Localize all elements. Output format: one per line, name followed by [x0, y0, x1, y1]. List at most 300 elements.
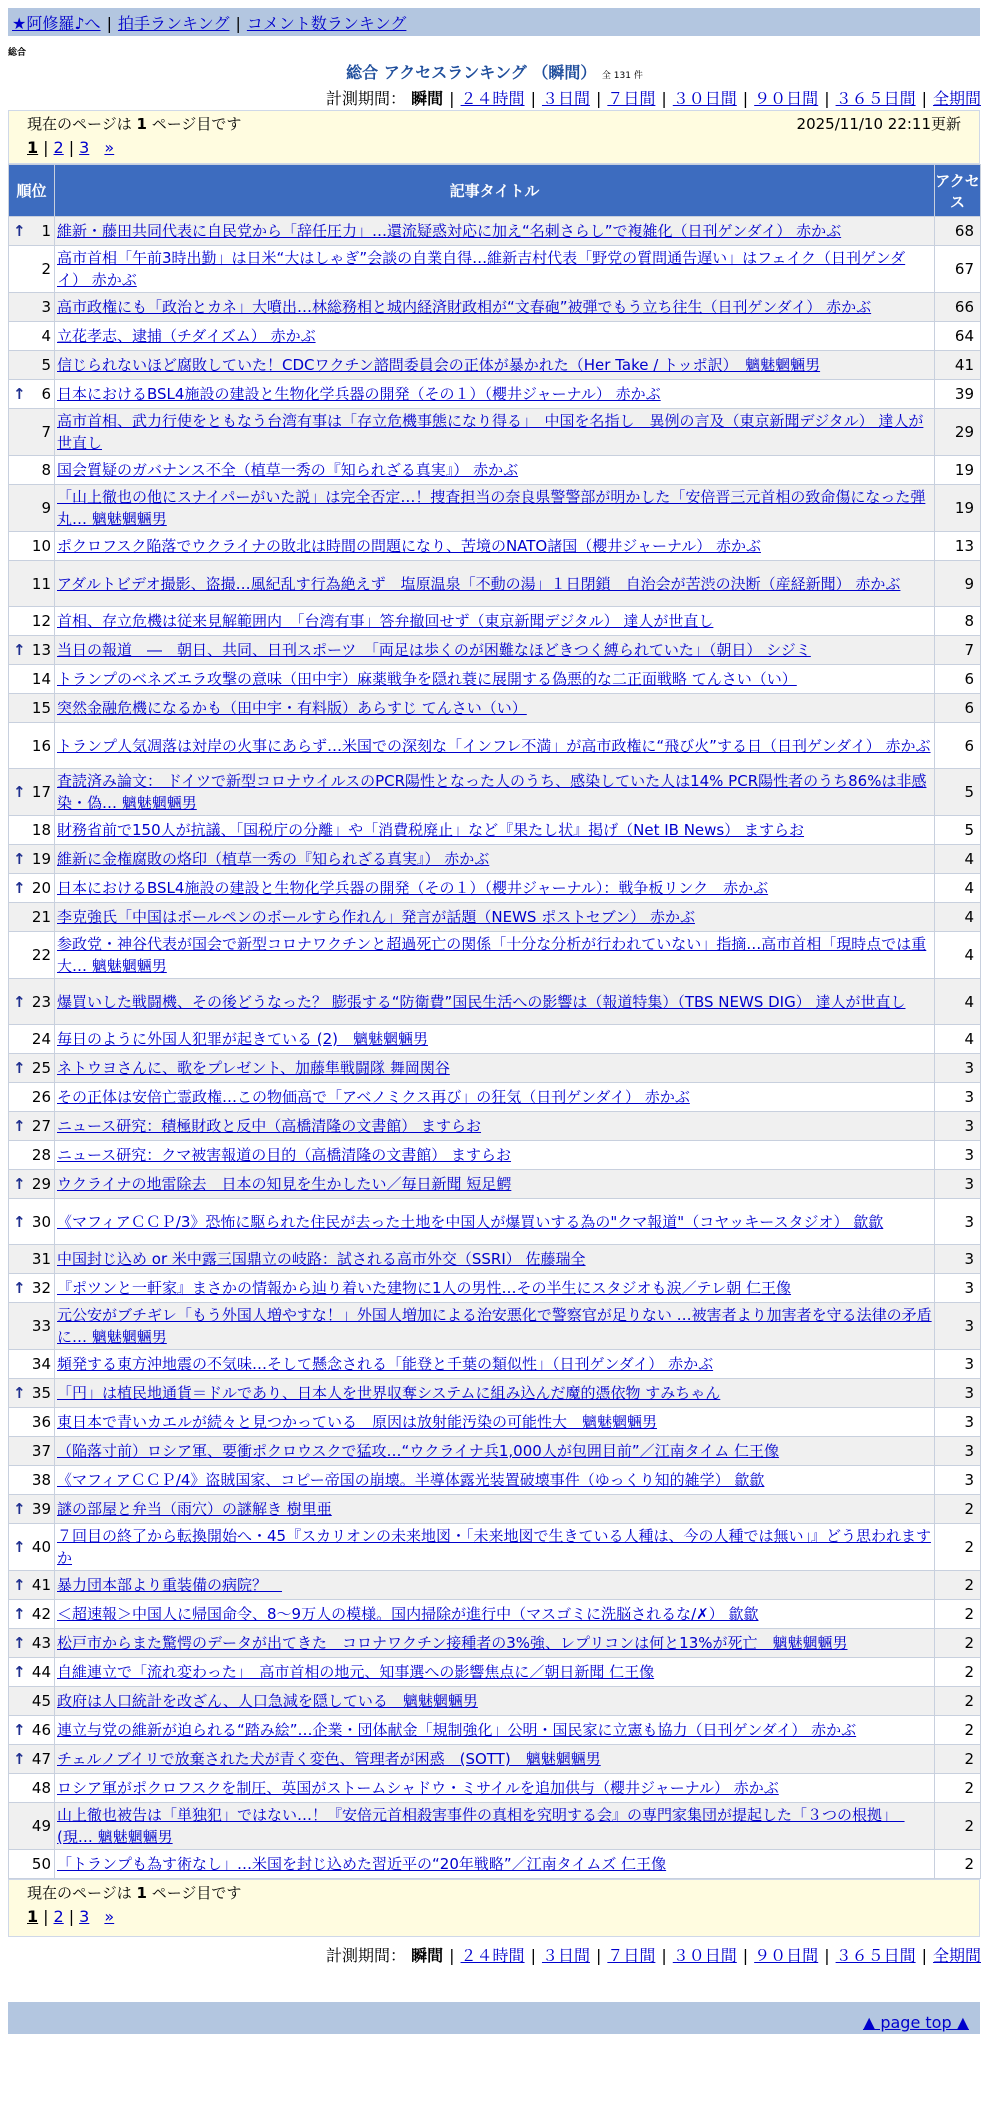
title-cell	[55, 485, 935, 532]
access-count: 6	[935, 694, 981, 723]
article-title-link[interactable]: 査読済み論文： ドイツで新型コロナウイルスのPCR陽性となった人のうち、感染していた人は14% PCR陽性者のうち86%は非感染・偽… 魑魅魍魎男	[57, 772, 927, 812]
title-cell	[55, 1350, 935, 1379]
title-cell	[55, 217, 935, 246]
table-row	[9, 932, 981, 979]
period-link-7d[interactable]: ７日間	[607, 1946, 656, 1965]
access-count: 2	[935, 1745, 981, 1774]
article-title-link[interactable]: 爆買いした戦闘機、その後どうなった？ 膨張する“防衛費”国民生活への影響は（報道特集）（TBS NEWS DIG） 達人が世直し	[57, 992, 906, 1011]
title-cell	[55, 636, 935, 665]
period-link-24h[interactable]: ２４時間	[460, 89, 525, 108]
rank-number: 40	[31, 1538, 51, 1556]
page-info-suffix: ページ目です	[151, 115, 242, 133]
table-row	[9, 1303, 981, 1350]
article-title-link[interactable]: 当日の報道 ― 朝日、共同、日刊スポーツ 「両足は歩くのが困難なほどきつく縛られていた」（朝日） シジミ	[57, 641, 811, 659]
article-title-link[interactable]: ニュース研究：クマ被害報道の目的（高橋清隆の文書館） ますらお	[57, 1146, 512, 1164]
rank-cell	[9, 874, 55, 903]
rank-number: 39	[31, 1500, 51, 1518]
rank-cell	[9, 1600, 55, 1629]
title-cell	[55, 1112, 935, 1141]
period-link-7d[interactable]: ７日間	[607, 89, 656, 108]
nav-link-comment-ranking[interactable]: コメント数ランキング	[246, 13, 407, 33]
rank-cell	[9, 1716, 55, 1745]
rank-cell	[9, 1687, 55, 1716]
article-title-link[interactable]: ＜超速報＞中国人に帰国命令、8～9万人の模様。国内掃除が進行中（マスゴミに洗脳されるな/✗） 歙歙	[57, 1605, 759, 1623]
table-row	[9, 1524, 981, 1571]
access-count: 4	[935, 932, 981, 979]
rank-cell	[9, 932, 55, 979]
period-label: 計測期間：	[326, 1946, 407, 1965]
nav-separator: |	[235, 13, 241, 33]
rank-number: 44	[31, 1663, 51, 1681]
article-title-link[interactable]: 立花孝志、逮捕（チダイズム） 赤かぶ	[57, 327, 316, 345]
article-title-link[interactable]: 自維連立で「流れ変わった」 高市首相の地元、知事選への影響焦点に／朝日新聞 仁王像	[57, 1663, 655, 1681]
table-row	[9, 723, 981, 769]
article-title-link[interactable]: ニュース研究：積極財政と反中（高橋清隆の文書館） ますらお	[57, 1117, 482, 1135]
period-link-90d[interactable]: ９０日間	[754, 1946, 819, 1965]
rank-cell	[9, 532, 55, 561]
table-row	[9, 1600, 981, 1629]
rank-number: 27	[31, 1117, 51, 1135]
article-title-link[interactable]: 中国封じ込め or 米中露三国鼎立の岐路：試される高市外交（SSRI） 佐藤瑞全	[57, 1250, 586, 1268]
title-cell	[55, 1803, 935, 1850]
title-cell	[55, 1745, 935, 1774]
rank-cell	[9, 1054, 55, 1083]
table-row	[9, 1745, 981, 1774]
title-cell	[55, 532, 935, 561]
period-link-365d[interactable]: ３６５日間	[835, 1946, 916, 1965]
article-title-link[interactable]: 突然金融危機になるかも（田中宇・有料版）あらすじ てんさい（い）	[57, 699, 527, 717]
rank-number: 15	[31, 699, 51, 717]
period-link-90d[interactable]: ９０日間	[754, 89, 819, 108]
rank-up-arrow-icon: ↑	[13, 385, 26, 403]
rank-up-arrow-icon: ↑	[13, 1175, 26, 1193]
rank-number: 48	[31, 1779, 51, 1797]
rank-number: 8	[41, 461, 51, 479]
rank-up-arrow-icon: ↑	[13, 850, 26, 868]
rank-number: 5	[41, 356, 51, 374]
page-info-suffix: ページ目です	[151, 1884, 242, 1902]
rank-number: 36	[31, 1413, 51, 1431]
rank-up-arrow-icon: ↑	[13, 1663, 26, 1681]
rank-cell	[9, 1658, 55, 1687]
pager-link-3[interactable]: 3	[79, 138, 90, 157]
page-info-box-bottom	[8, 1879, 980, 1937]
pager-next[interactable]: »	[104, 1907, 115, 1926]
table-row	[9, 1083, 981, 1112]
period-link-3d[interactable]: ３日間	[541, 89, 590, 108]
page-info-text-bottom	[27, 1882, 241, 1903]
rank-up-arrow-icon: ↑	[13, 1576, 26, 1594]
article-title-link[interactable]: ７回目の終了から転換開始へ・45『スカリオンの未来地図・「未来地図で生きている人種は、今の人種では無い」』どう思われますか	[57, 1527, 931, 1567]
rank-number: 14	[31, 670, 51, 688]
header-title: 記事タイトル	[55, 165, 935, 217]
title-cell	[55, 1199, 935, 1245]
article-title-link[interactable]: 日本におけるBSL4施設の建設と生物化学兵器の開発（その１）（櫻井ジャーナル）：戦争板リンク 赤かぶ	[57, 879, 769, 897]
article-title-link[interactable]: 元公安がブチギレ「もう外国人増やすな！」外国人増加による治安悪化で警察官が足りない …被害者より加害者を守る法律の矛盾に… 魑魅魍魎男	[57, 1306, 932, 1346]
rank-number: 9	[41, 499, 51, 517]
title-cell	[55, 1716, 935, 1745]
article-title-link[interactable]: 「トランプも為す術なし」…米国を封じ込めた習近平の“20年戦略”／江南タイムズ 仁王像	[57, 1855, 667, 1873]
rank-number: 45	[31, 1692, 51, 1710]
title-cell	[55, 1025, 935, 1054]
page-title	[0, 60, 989, 83]
access-count: 2	[935, 1850, 981, 1879]
rank-cell	[9, 816, 55, 845]
title-cell	[55, 665, 935, 694]
rank-number: 47	[31, 1750, 51, 1768]
access-count: 9	[935, 561, 981, 607]
article-title-link[interactable]: 高市政権にも「政治とカネ」大噴出…林総務相と城内経済財政相が“文春砲”被弾でもう立ち往生（日刊ゲンダイ） 赤かぶ	[57, 298, 872, 316]
rank-number: 49	[31, 1817, 51, 1835]
title-cell	[55, 380, 935, 409]
article-title-link[interactable]: 政府は人口統計を改ざん、人口急減を隠している 魑魅魍魎男	[57, 1692, 478, 1710]
access-count: 29	[935, 409, 981, 456]
title-cell	[55, 1408, 935, 1437]
rank-number: 17	[31, 783, 51, 801]
rank-number: 46	[31, 1721, 51, 1739]
page-title-text: 総合 アクセスランキング （瞬間）	[346, 63, 597, 82]
rank-cell	[9, 1571, 55, 1600]
title-cell	[55, 932, 935, 979]
page-info-box-top	[8, 110, 980, 164]
access-count: 3	[935, 1245, 981, 1274]
access-count: 6	[935, 665, 981, 694]
period-separator: |	[595, 89, 602, 108]
article-title-link[interactable]: 松戸市からまた驚愕のデータが出てきた コロナワクチン接種者の3%強、レプリコンは何と13%が死亡 魑魅魍魎男	[57, 1634, 848, 1652]
rank-number: 33	[31, 1317, 51, 1335]
title-cell	[55, 351, 935, 380]
period-link-3d[interactable]: ３日間	[541, 1946, 590, 1965]
rank-number: 38	[31, 1471, 51, 1489]
rank-number: 41	[31, 1576, 51, 1594]
period-link-30d[interactable]: ３０日間	[672, 1946, 737, 1965]
article-title-link[interactable]: チェルノブイリで放棄された犬が青く変色、管理者が困惑 (SOTT) 魑魅魍魎男	[57, 1750, 601, 1768]
article-title-link[interactable]: その正体は安倍亡霊政権…この物価高で「アベノミクス再び」の狂気（日刊ゲンダイ） 赤かぶ	[57, 1088, 690, 1106]
article-title-link[interactable]: トランプのベネズエラ攻撃の意味（田中宇）麻薬戦争を隠れ蓑に展開する偽悪的な二正面戦略 てんさい（い）	[57, 670, 797, 688]
access-count: 2	[935, 1658, 981, 1687]
page-top-link[interactable]: ▲ page top ▲	[862, 2013, 969, 2032]
rank-cell	[9, 485, 55, 532]
pager-link-2[interactable]: 2	[53, 1907, 64, 1926]
rank-cell	[9, 217, 55, 246]
title-cell	[55, 874, 935, 903]
rank-cell	[9, 1274, 55, 1303]
article-title-link[interactable]: 信じられないほど腐敗していた！CDCワクチン諮問委員会の正体が暴かれた（Her Take / トッポ訳） 魑魅魍魎男	[57, 356, 821, 374]
article-title-link[interactable]: 日本におけるBSL4施設の建設と生物化学兵器の開発（その１）（櫻井ジャーナル） 赤かぶ	[57, 385, 661, 403]
top-nav-links	[8, 11, 406, 34]
access-count: 3	[935, 1141, 981, 1170]
access-count: 8	[935, 607, 981, 636]
rank-up-arrow-icon: ↑	[13, 783, 26, 801]
period-link-all[interactable]: 全期間	[932, 89, 981, 108]
period-separator: |	[530, 1946, 536, 1965]
page-info-prefix: 現在のページは	[27, 1884, 132, 1902]
article-title-link[interactable]: 《マフィアＣＣＰ/4》盗賊国家、コピー帝国の崩壊。半導体露光装置破壊事件（ゆっくり知的雑学） 歙歙	[57, 1471, 765, 1489]
access-count: 3	[935, 1274, 981, 1303]
period-separator: |	[449, 89, 455, 108]
title-cell	[55, 1774, 935, 1803]
rank-number: 12	[31, 612, 51, 630]
rank-number: 13	[31, 641, 51, 659]
rank-cell	[9, 380, 55, 409]
rank-cell	[9, 1850, 55, 1879]
pager-separator: |	[43, 1907, 49, 1926]
table-row	[9, 246, 981, 293]
rank-cell	[9, 1629, 55, 1658]
title-cell	[55, 1245, 935, 1274]
article-title-link[interactable]: 暴力団本部より重装備の病院？	[57, 1576, 283, 1594]
rank-number: 25	[31, 1059, 51, 1077]
table-row	[9, 1658, 981, 1687]
pager-current: 1	[27, 1907, 39, 1926]
table-row	[9, 1716, 981, 1745]
rank-cell	[9, 322, 55, 351]
table-row	[9, 1170, 981, 1199]
access-count: 64	[935, 322, 981, 351]
title-cell	[55, 607, 935, 636]
rank-cell	[9, 1745, 55, 1774]
table-row	[9, 1850, 981, 1879]
table-row	[9, 1774, 981, 1803]
rank-cell	[9, 1495, 55, 1524]
rank-up-arrow-icon: ↑	[13, 879, 26, 897]
rank-cell	[9, 665, 55, 694]
article-title-link[interactable]: 国会質疑のガバナンス不全（植草一秀の『知られざる真実』） 赤かぶ	[57, 461, 519, 479]
rank-cell	[9, 694, 55, 723]
period-separator: |	[921, 89, 927, 108]
rank-up-arrow-icon: ↑	[13, 1634, 26, 1652]
nav-link-clap-ranking[interactable]: 拍手ランキング	[117, 13, 230, 33]
rank-cell	[9, 1245, 55, 1274]
title-cell	[55, 1274, 935, 1303]
table-row	[9, 874, 981, 903]
pager-next[interactable]: »	[104, 138, 115, 157]
nav-separator: |	[106, 13, 112, 33]
article-title-link[interactable]: 首相、存立危機は従来見解範囲内 「台湾有事」答弁撤回せず（東京新聞デジタル） 達人が世直し	[57, 612, 714, 630]
rank-number: 20	[31, 879, 51, 897]
title-cell	[55, 1571, 935, 1600]
title-cell	[55, 1629, 935, 1658]
rank-number: 31	[31, 1250, 51, 1268]
rank-number: 3	[41, 298, 51, 316]
period-link-365d[interactable]: ３６５日間	[835, 89, 916, 108]
rank-up-arrow-icon: ↑	[13, 1279, 26, 1297]
article-title-link[interactable]: 毎日のように外国人犯罪が起きている (2) 魑魅魍魎男	[57, 1030, 429, 1048]
rank-cell	[9, 769, 55, 816]
page-info-text	[27, 113, 241, 134]
rank-up-arrow-icon: ↑	[13, 1212, 26, 1231]
article-title-link[interactable]: 李克強氏「中国はボールペンのボールすら作れん」発言が話題（NEWS ポストセブン） 赤かぶ	[57, 908, 695, 926]
rank-number: 34	[31, 1355, 51, 1373]
title-cell	[55, 723, 935, 769]
article-title-link[interactable]: 山上徹也被告は「単独犯」ではない…！『安倍元首相殺害事件の真相を究明する会』の専門家集団が提起した「３つの根拠」 (現… 魑魅魍魎男	[57, 1806, 905, 1846]
article-title-link[interactable]: 高市首相、武力行使をともなう台湾有事は「存立危機事態になり得る」 中国を名指し 異例の言及（東京新聞デジタル） 達人が世直し	[57, 412, 924, 452]
rank-up-arrow-icon: ↑	[13, 992, 26, 1011]
rank-number: 1	[41, 222, 51, 240]
table-row	[9, 845, 981, 874]
table-row	[9, 1437, 981, 1466]
period-link-30d[interactable]: ３０日間	[672, 89, 737, 108]
title-cell	[55, 1170, 935, 1199]
article-title-link[interactable]: 「山上徹也の他にスナイパーがいた説」は完全否定…！捜査担当の奈良県警警部が明かした「安倍晋三元首相の致命傷になった弾丸… 魑魅魍魎男	[57, 488, 926, 528]
access-count: 2	[935, 1524, 981, 1571]
rank-cell	[9, 636, 55, 665]
rank-number: 16	[31, 736, 51, 755]
access-count: 3	[935, 1437, 981, 1466]
access-count: 4	[935, 1025, 981, 1054]
pager-bottom	[9, 1903, 979, 1926]
access-count: 3	[935, 1379, 981, 1408]
rank-cell	[9, 1141, 55, 1170]
article-title-link[interactable]: ロシア軍がポクロフスクを制圧、英国がストームシャドウ・ミサイルを追加供与（櫻井ジャーナル） 赤かぶ	[57, 1779, 779, 1797]
period-separator: |	[921, 1946, 927, 1965]
rank-number: 29	[31, 1175, 51, 1193]
article-title-link[interactable]: 東日本で青いカエルが続々と見つかっている 原因は放射能汚染の可能性大 魑魅魍魎男	[57, 1413, 658, 1431]
period-link-all[interactable]: 全期間	[932, 1946, 981, 1965]
rank-cell	[9, 903, 55, 932]
period-link-24h[interactable]: ２４時間	[460, 1946, 525, 1965]
rank-cell	[9, 723, 55, 769]
access-count: 3	[935, 1083, 981, 1112]
title-cell	[55, 322, 935, 351]
access-count: 3	[935, 1303, 981, 1350]
table-row	[9, 1379, 981, 1408]
table-row	[9, 1199, 981, 1245]
title-cell	[55, 769, 935, 816]
access-count: 2	[935, 1803, 981, 1850]
article-title-link[interactable]: 連立与党の維新が迫られる“踏み絵”…企業・団体献金「規制強化」公明・国民家に立憲も協力（日刊ゲンダイ） 赤かぶ	[57, 1721, 857, 1739]
period-separator: |	[449, 1946, 455, 1965]
period-selector-bottom	[326, 1943, 981, 1966]
rank-cell	[9, 1437, 55, 1466]
period-current: 瞬間	[411, 1946, 444, 1965]
table-row	[9, 979, 981, 1025]
table-row	[9, 561, 981, 607]
title-cell	[55, 1850, 935, 1879]
table-row	[9, 694, 981, 723]
period-separator: |	[742, 1946, 749, 1965]
article-title-link[interactable]: ポクロフスク陥落でウクライナの敗北は時間の問題になり、苦境のNATO諸国（櫻井ジャーナル） 赤かぶ	[57, 537, 761, 555]
category-label: 総合	[8, 48, 27, 58]
title-cell	[55, 1379, 935, 1408]
article-title-link[interactable]: ウクライナの地雷除去 日本の知見を生かしたい／毎日新聞 短足鰐	[57, 1175, 512, 1193]
article-title-link[interactable]: 『ポツンと一軒家』まさかの情報から辿り着いた建物に1人の男性…その半生にスタジオも涙／テレ朝 仁王像	[57, 1279, 792, 1297]
article-title-link[interactable]: 頻発する東方沖地震の不気味…そして懸念される「能登と千葉の類似性」（日刊ゲンダイ） 赤かぶ	[57, 1355, 714, 1373]
access-count: 3	[935, 1054, 981, 1083]
article-title-link[interactable]: トランプ人気凋落は対岸の火事にあらず…米国での深刻な「インフレ不満」が高市政権に“飛び火”する日（日刊ゲンダイ） 赤かぶ	[57, 736, 931, 755]
total-count: 全 131 件	[601, 71, 643, 81]
rank-number: 7	[41, 423, 51, 441]
period-current: 瞬間	[411, 89, 444, 108]
title-cell	[55, 456, 935, 485]
page-info-prefix: 現在のページは	[27, 115, 132, 133]
title-cell	[55, 1658, 935, 1687]
article-title-link[interactable]: ネトウヨさんに、歌をプレゼント、加藤隼戦闘隊 舞岡関谷	[57, 1059, 450, 1077]
pager-separator: |	[43, 138, 49, 157]
title-cell	[55, 816, 935, 845]
article-title-link[interactable]: 謎の部屋と弁当（雨穴）の謎解き 樹里亜	[57, 1500, 332, 1518]
article-title-link[interactable]: 維新に金権腐敗の烙印（植草一秀の『知られざる真実』） 赤かぶ	[57, 850, 490, 868]
title-cell	[55, 1054, 935, 1083]
article-title-link[interactable]: アダルトビデオ撮影、盗撮…風紀乱す行為絶えず 塩原温泉「不動の湯」１日閉鎖 自治会が苦渋の決断（産経新聞） 赤かぶ	[57, 574, 901, 593]
pager-link-2[interactable]: 2	[53, 138, 64, 157]
page-info-line-bottom	[9, 1880, 979, 1903]
title-cell	[55, 1495, 935, 1524]
article-title-link[interactable]: 《マフィアＣＣＰ/3》恐怖に駆られた住民が去った土地を中国人が爆買いする為の"クマ報道"（コヤッキースタジオ） 歙歙	[57, 1212, 884, 1231]
access-count: 2	[935, 1774, 981, 1803]
access-count: 3	[935, 1170, 981, 1199]
pager-separator	[94, 138, 99, 157]
table-row	[9, 769, 981, 816]
nav-link-asyura[interactable]: ★阿修羅♪へ	[12, 13, 101, 33]
title-cell	[55, 293, 935, 322]
access-count: 67	[935, 246, 981, 293]
period-separator: |	[595, 1946, 602, 1965]
table-row	[9, 1350, 981, 1379]
rank-cell	[9, 293, 55, 322]
table-row	[9, 1112, 981, 1141]
table-row	[9, 636, 981, 665]
article-title-link[interactable]: 参政党・神谷代表が国会で新型コロナワクチンと超過死亡の関係「十分な分析が行われていない」指摘…高市首相「現時点では重大… 魑魅魍魎男	[57, 935, 927, 975]
rank-number: 26	[31, 1088, 51, 1106]
rank-up-arrow-icon: ↑	[13, 1750, 26, 1768]
rank-number: 37	[31, 1442, 51, 1460]
access-count: 66	[935, 293, 981, 322]
rank-number: 23	[31, 992, 51, 1011]
title-cell	[55, 1524, 935, 1571]
article-title-link[interactable]: 維新・藤田共同代表に自民党から「辞任圧力」…還流疑惑対応に加え“名刺さらし”で複雑化（日刊ゲンダイ） 赤かぶ	[57, 222, 842, 240]
rank-cell	[9, 1466, 55, 1495]
table-row	[9, 1466, 981, 1495]
table-row	[9, 1687, 981, 1716]
table-row	[9, 665, 981, 694]
article-title-link[interactable]: （陥落寸前）ロシア軍、要衝ポクロウスクで猛攻…“ウクライナ兵1,000人が包囲目前”／江南タイム 仁王像	[57, 1442, 780, 1460]
table-row	[9, 1495, 981, 1524]
access-count: 5	[935, 816, 981, 845]
rank-number: 21	[31, 908, 51, 926]
access-count: 68	[935, 217, 981, 246]
access-count: 4	[935, 874, 981, 903]
access-count: 3	[935, 1350, 981, 1379]
article-title-link[interactable]: 「円」は植民地通貨＝ドルであり、日本人を世界収奪システムに組み込んだ魔的憑依物 すみちゃん	[57, 1384, 721, 1402]
access-count: 19	[935, 456, 981, 485]
article-title-link[interactable]: 財務省前で150人が抗議、「国税庁の分離」や「消費税廃止」など『果たし状』掲げ（Net IB News） ますらお	[57, 821, 805, 839]
table-row	[9, 1274, 981, 1303]
access-count: 39	[935, 380, 981, 409]
rank-number: 42	[31, 1605, 51, 1623]
rank-number: 11	[31, 574, 51, 593]
access-count: 3	[935, 1112, 981, 1141]
access-count: 2	[935, 1571, 981, 1600]
rank-cell	[9, 607, 55, 636]
table-row	[9, 456, 981, 485]
pager-link-3[interactable]: 3	[79, 1907, 90, 1926]
period-separator: |	[742, 89, 749, 108]
access-count: 13	[935, 532, 981, 561]
title-cell	[55, 694, 935, 723]
rank-number: 30	[31, 1212, 51, 1231]
article-title-link[interactable]: 高市首相「午前3時出勤」は日米“大はしゃぎ”会談の自業自得…維新吉村代表「野党の質問通告遅い」はフェイク（日刊ゲンダイ） 赤かぶ	[57, 249, 906, 289]
access-count: 7	[935, 636, 981, 665]
access-count: 3	[935, 1466, 981, 1495]
rank-cell	[9, 1025, 55, 1054]
table-row	[9, 1408, 981, 1437]
title-cell	[55, 1600, 935, 1629]
rank-cell	[9, 845, 55, 874]
title-cell	[55, 246, 935, 293]
rank-cell	[9, 1112, 55, 1141]
table-row	[9, 816, 981, 845]
